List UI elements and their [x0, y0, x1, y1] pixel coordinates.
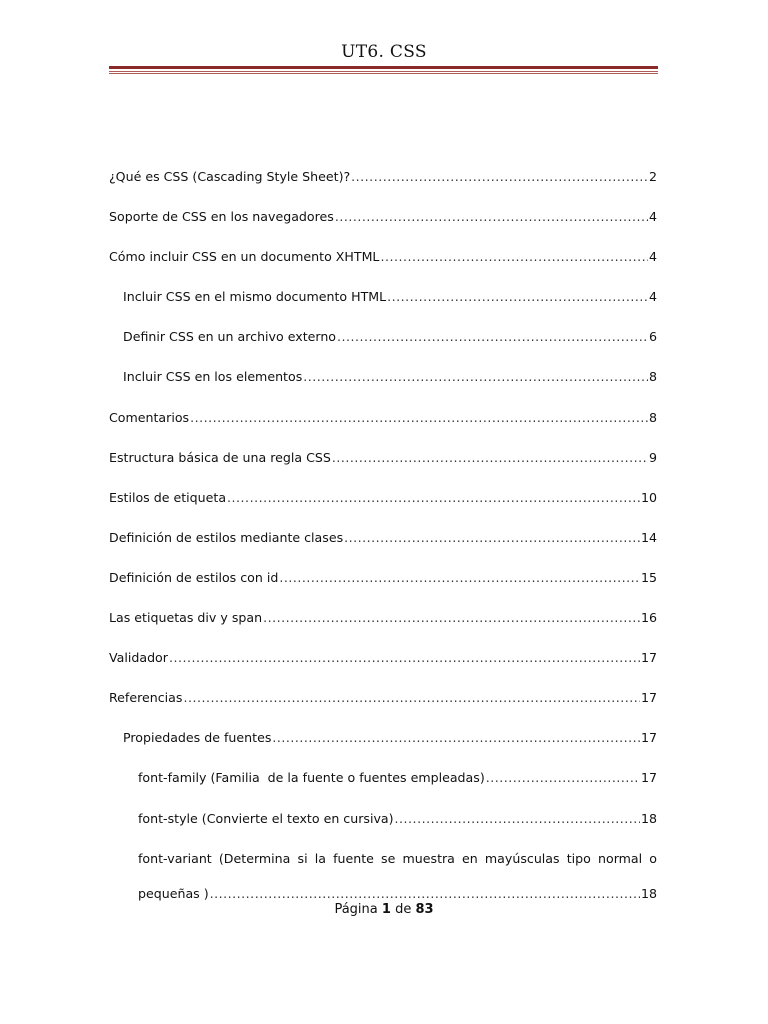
toc-entry[interactable] [109, 769, 657, 809]
toc-leader [351, 168, 648, 186]
toc-entry-title: font-family (Familia de la fuente o fuentes empleadas) [138, 770, 485, 786]
toc-entry-page: 15 [640, 569, 657, 585]
toc-leader [380, 248, 648, 266]
toc-entry[interactable] [109, 328, 657, 368]
toc-leader [190, 409, 648, 427]
toc-entry-page: 17 [640, 650, 657, 666]
toc-leader [387, 288, 648, 306]
toc-entry[interactable] [109, 449, 657, 489]
toc-entry[interactable] [109, 609, 657, 649]
toc-entry[interactable] [109, 729, 657, 769]
page-footer [0, 902, 768, 917]
page-header-title: UT6. CSS [341, 42, 427, 62]
toc-entry[interactable] [109, 409, 657, 449]
footer-prefix: Página [334, 902, 378, 917]
toc-entry-title: Estilos de etiqueta [109, 489, 227, 505]
toc-entry[interactable] [109, 368, 657, 408]
toc-entry-title: Incluir CSS en los elementos [123, 369, 303, 385]
toc-entry-page: 18 [640, 810, 657, 826]
toc-entry[interactable] [109, 649, 657, 689]
toc-entry[interactable] [109, 810, 657, 850]
toc-entry-page: 4 [648, 289, 657, 305]
toc-entry-title: Estructura básica de una regla CSS [109, 449, 331, 465]
toc-entry-page: 6 [648, 329, 657, 345]
toc-entry[interactable] [109, 489, 657, 529]
toc-leader [486, 769, 640, 787]
toc-entry-title: font-variant (Determina si la fuente se muestra en mayúsculas tipo normal o [138, 850, 657, 866]
toc-entry-title: Definir CSS en un archivo externo [123, 329, 337, 345]
toc-entry-title: ¿Qué es CSS (Cascading Style Sheet)? [109, 169, 351, 184]
toc-entry[interactable] [109, 288, 657, 328]
toc-leader [169, 649, 640, 667]
toc-leader [210, 885, 640, 903]
toc-leader [344, 529, 640, 547]
toc-leader [272, 729, 640, 747]
toc-entry-page: 4 [648, 209, 657, 225]
toc-entry-title-continued: pequeñas ) [138, 885, 209, 901]
toc-entry[interactable] [109, 689, 657, 729]
toc-entry[interactable] [109, 569, 657, 609]
header-rule-thin-2 [109, 73, 658, 74]
toc-entry-page: 10 [640, 489, 657, 505]
toc-entry-page: 17 [640, 730, 657, 746]
toc-entry-page: 16 [640, 610, 657, 626]
toc-entry[interactable] [109, 208, 657, 248]
footer-separator: de [395, 902, 412, 917]
toc-entry[interactable] [109, 168, 657, 208]
toc-entry-title: Referencias [109, 690, 183, 706]
toc-entry-title: Validador [109, 650, 168, 666]
toc-leader [183, 689, 640, 707]
toc-entry-title: Propiedades de fuentes [123, 730, 272, 746]
header-rule-thick [109, 66, 658, 69]
toc-entry[interactable] [109, 248, 657, 288]
toc-leader [332, 449, 648, 467]
toc-entry-title: Definición de estilos con id [109, 569, 279, 585]
footer-total-pages: 83 [415, 902, 434, 917]
toc-entry-title: Las etiquetas div y span [109, 610, 263, 626]
toc-entry-title: Incluir CSS en el mismo documento HTML [123, 289, 387, 305]
toc-entry-title: Cómo incluir CSS en un documento XHTML [109, 249, 380, 265]
toc-entry-page: 14 [640, 529, 657, 545]
toc-entry-page: 8 [648, 369, 657, 385]
toc-leader [227, 489, 640, 507]
toc-leader [337, 328, 648, 346]
toc-entry-page: 4 [648, 249, 657, 265]
footer-current-page: 1 [381, 902, 391, 917]
table-of-contents [109, 168, 657, 924]
toc-entry-title: Soporte de CSS en los navegadores [109, 209, 334, 225]
header-rule-thin-1 [109, 71, 658, 72]
toc-entry-page: 2 [648, 169, 657, 184]
toc-entry-title: font-style (Convierte el texto en cursiva) [138, 810, 394, 826]
toc-entry-title: Definición de estilos mediante clases [109, 529, 344, 545]
toc-entry-page: 17 [640, 690, 657, 706]
toc-leader [279, 569, 640, 587]
toc-leader [263, 609, 640, 627]
toc-entry-page: 17 [640, 770, 657, 786]
toc-entry-page: 9 [648, 449, 657, 465]
toc-entry-page: 8 [648, 409, 657, 425]
toc-entry-page: 18 [640, 885, 657, 901]
toc-leader [335, 208, 648, 226]
toc-entry[interactable] [109, 529, 657, 569]
toc-leader [395, 810, 640, 828]
toc-leader [303, 368, 648, 386]
toc-entry-title: Comentarios [109, 409, 190, 425]
